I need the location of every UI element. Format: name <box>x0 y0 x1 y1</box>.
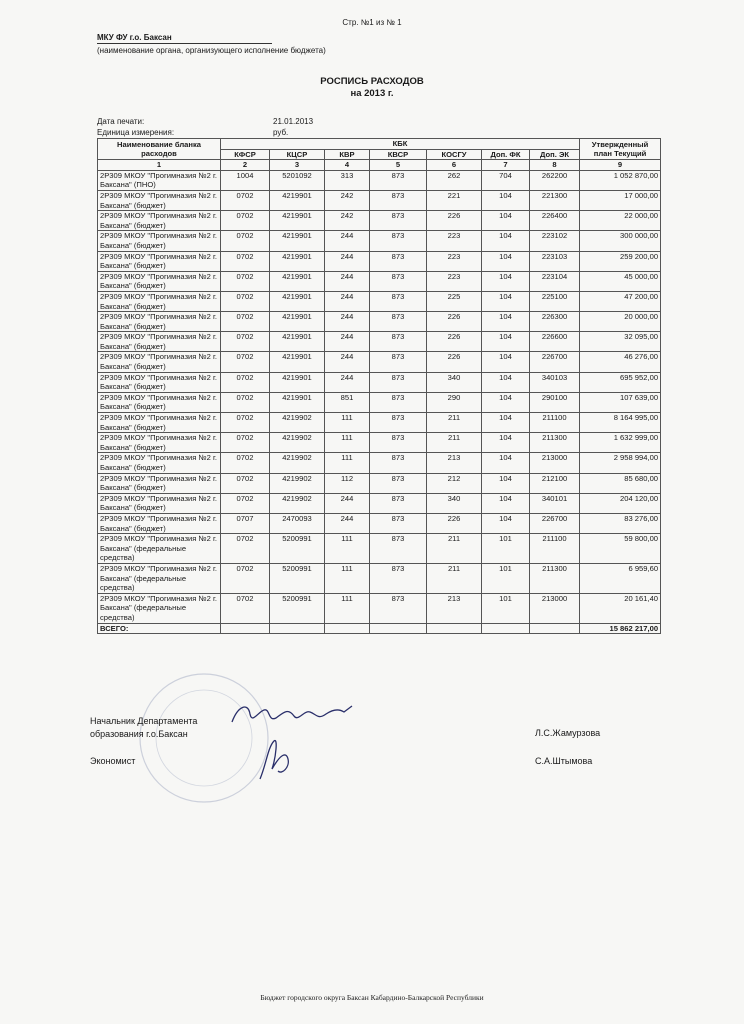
cell-kosgu: 223 <box>427 251 482 271</box>
cell-name: 2Р309 МКОУ "Прогимназия №2 г. Баксана" (бюджет) <box>98 251 221 271</box>
cell-kcsr: 4219901 <box>270 392 325 412</box>
economist-name: С.А.Штымова <box>535 756 593 766</box>
cell-name: 2Р309 МКОУ "Прогимназия №2 г. Баксана" (бюджет) <box>98 190 221 210</box>
cell-dopfk: 104 <box>482 271 530 291</box>
cell-kvr: 111 <box>325 413 370 433</box>
cell-kvsr: 873 <box>370 211 427 231</box>
head-name: Л.С.Жамурзова <box>535 728 601 738</box>
cell-dopfk: 104 <box>482 372 530 392</box>
cell-dopek: 226400 <box>530 211 580 231</box>
cell-amount: 695 952,00 <box>580 372 661 392</box>
cell-dopfk: 104 <box>482 513 530 533</box>
cell-kvr: 244 <box>325 352 370 372</box>
cell-kfsr: 0702 <box>221 352 270 372</box>
cell-amount: 300 000,00 <box>580 231 661 251</box>
cell-kosgu: 221 <box>427 190 482 210</box>
cell-kcsr: 4219902 <box>270 493 325 513</box>
cell-dopek: 211100 <box>530 413 580 433</box>
cell-dopek: 221300 <box>530 190 580 210</box>
cell-amount: 46 276,00 <box>580 352 661 372</box>
cell-kcsr: 4219901 <box>270 372 325 392</box>
table-row <box>98 251 661 271</box>
cell-kvsr: 873 <box>370 372 427 392</box>
cell-dopfk: 104 <box>482 190 530 210</box>
cell-amount: 83 276,00 <box>580 513 661 533</box>
cell-kcsr: 4219902 <box>270 413 325 433</box>
cell-kvr: 244 <box>325 493 370 513</box>
cell-dopfk: 101 <box>482 534 530 564</box>
cell-amount: 32 095,00 <box>580 332 661 352</box>
cell-kvr: 244 <box>325 513 370 533</box>
cell-kvr: 242 <box>325 211 370 231</box>
print-date-value: 21.01.2013 <box>273 117 314 126</box>
cell-name: 2Р309 МКОУ "Прогимназия №2 г. Баксана" (федеральные средства) <box>98 593 221 623</box>
header-kfsr: КФСР <box>221 149 270 160</box>
cell-amount: 47 200,00 <box>580 291 661 311</box>
header-number: 4 <box>325 160 370 171</box>
header-number: 9 <box>580 160 661 171</box>
cell-kvr: 111 <box>325 534 370 564</box>
cell-kfsr: 0702 <box>221 312 270 332</box>
cell-dopek: 213000 <box>530 453 580 473</box>
cell-dopfk: 704 <box>482 170 530 190</box>
cell-amount: 20 000,00 <box>580 312 661 332</box>
cell-name: 2Р309 МКОУ "Прогимназия №2 г. Баксана" (бюджет) <box>98 413 221 433</box>
cell-amount: 259 200,00 <box>580 251 661 271</box>
total-row <box>98 623 661 634</box>
cell-kcsr: 5201092 <box>270 170 325 190</box>
table-row <box>98 563 661 593</box>
header-name: Наименование бланка расходов <box>98 139 221 160</box>
cell-kvsr: 873 <box>370 413 427 433</box>
cell-name: 2Р309 МКОУ "Прогимназия №2 г. Баксана" (бюджет) <box>98 453 221 473</box>
cell-dopek: 340103 <box>530 372 580 392</box>
cell-kosgu: 340 <box>427 372 482 392</box>
table-row <box>98 473 661 493</box>
cell-dopek: 262200 <box>530 170 580 190</box>
cell-amount: 20 161,40 <box>580 593 661 623</box>
title-line-2: на 2013 г. <box>350 88 394 99</box>
cell-kosgu: 226 <box>427 211 482 231</box>
cell-kvsr: 873 <box>370 251 427 271</box>
cell-dopek: 223103 <box>530 251 580 271</box>
table-body <box>98 170 661 623</box>
cell-kosgu: 212 <box>427 473 482 493</box>
cell-name: 2Р309 МКОУ "Прогимназия №2 г. Баксана" (бюджет) <box>98 352 221 372</box>
cell-dopek: 226300 <box>530 312 580 332</box>
cell-dopfk: 104 <box>482 473 530 493</box>
cell-kcsr: 4219902 <box>270 473 325 493</box>
cell-name: 2Р309 МКОУ "Прогимназия №2 г. Баксана" (бюджет) <box>98 231 221 251</box>
table-row <box>98 433 661 453</box>
table-row <box>98 271 661 291</box>
cell-kcsr: 4219901 <box>270 211 325 231</box>
cell-name: 2Р309 МКОУ "Прогимназия №2 г. Баксана" (бюджет) <box>98 312 221 332</box>
cell-kfsr: 0702 <box>221 563 270 593</box>
cell-name: 2Р309 МКОУ "Прогимназия №2 г. Баксана" (бюджет) <box>98 473 221 493</box>
cell-kcsr: 5200991 <box>270 593 325 623</box>
cell-kfsr: 0702 <box>221 190 270 210</box>
cell-kfsr: 0702 <box>221 251 270 271</box>
cell-amount: 6 959,60 <box>580 563 661 593</box>
cell-kfsr: 0702 <box>221 291 270 311</box>
cell-kfsr: 0702 <box>221 453 270 473</box>
cell-dopfk: 104 <box>482 433 530 453</box>
head-title-line-1: Начальник Департамента <box>90 716 198 726</box>
cell-kcsr: 4219901 <box>270 291 325 311</box>
unit-label: Единица измерения: <box>97 128 175 137</box>
table-row <box>98 593 661 623</box>
cell-dopek: 290100 <box>530 392 580 412</box>
cell-kcsr: 4219902 <box>270 433 325 453</box>
cell-dopfk: 104 <box>482 231 530 251</box>
cell-kvsr: 873 <box>370 271 427 291</box>
cell-name: 2Р309 МКОУ "Прогимназия №2 г. Баксана" (бюджет) <box>98 493 221 513</box>
cell-name: 2Р309 МКОУ "Прогимназия №2 г. Баксана" (бюджет) <box>98 332 221 352</box>
table-row <box>98 312 661 332</box>
cell-dopek: 225100 <box>530 291 580 311</box>
cell-dopfk: 104 <box>482 352 530 372</box>
cell-dopek: 226700 <box>530 513 580 533</box>
economist-title: Экономист <box>90 756 136 766</box>
cell-kvr: 111 <box>325 453 370 473</box>
cell-kvsr: 873 <box>370 453 427 473</box>
table-row <box>98 392 661 412</box>
cell-dopfk: 101 <box>482 563 530 593</box>
cell-kcsr: 5200991 <box>270 534 325 564</box>
cell-kfsr: 0702 <box>221 372 270 392</box>
cell-dopfk: 104 <box>482 251 530 271</box>
cell-name: 2Р309 МКОУ "Прогимназия №2 г. Баксана" (бюджет) <box>98 392 221 412</box>
cell-dopek: 223102 <box>530 231 580 251</box>
cell-kvsr: 873 <box>370 332 427 352</box>
table-row <box>98 211 661 231</box>
header-number: 7 <box>482 160 530 171</box>
cell-name: 2Р309 МКОУ "Прогимназия №2 г. Баксана" (бюджет) <box>98 372 221 392</box>
cell-kvsr: 873 <box>370 433 427 453</box>
cell-kosgu: 211 <box>427 413 482 433</box>
table-row <box>98 170 661 190</box>
cell-dopek: 226700 <box>530 352 580 372</box>
cell-kvr: 244 <box>325 372 370 392</box>
cell-kosgu: 226 <box>427 352 482 372</box>
cell-dopek: 212100 <box>530 473 580 493</box>
cell-kfsr: 0707 <box>221 513 270 533</box>
cell-kvr: 244 <box>325 271 370 291</box>
footer-text: Бюджет городского округа Баксан Кабардино-Балкарской Республики <box>260 993 484 1002</box>
cell-kvsr: 873 <box>370 593 427 623</box>
table-row <box>98 291 661 311</box>
cell-kosgu: 213 <box>427 593 482 623</box>
cell-kfsr: 0702 <box>221 211 270 231</box>
cell-kfsr: 0702 <box>221 332 270 352</box>
unit-value: руб. <box>273 128 289 137</box>
cell-kfsr: 0702 <box>221 593 270 623</box>
cell-dopek: 211300 <box>530 433 580 453</box>
organization-underline <box>97 43 272 44</box>
table-row <box>98 513 661 533</box>
cell-kosgu: 290 <box>427 392 482 412</box>
cell-kosgu: 213 <box>427 453 482 473</box>
cell-kvsr: 873 <box>370 352 427 372</box>
cell-kfsr: 0702 <box>221 271 270 291</box>
title-line-1: РОСПИСЬ РАСХОДОВ <box>320 76 424 87</box>
table-row <box>98 231 661 251</box>
header-kosgu: КОСГУ <box>427 149 482 160</box>
cell-amount: 1 632 999,00 <box>580 433 661 453</box>
cell-kcsr: 4219901 <box>270 190 325 210</box>
cell-name: 2Р309 МКОУ "Прогимназия №2 г. Баксана" (федеральные средства) <box>98 563 221 593</box>
cell-kvr: 244 <box>325 251 370 271</box>
table-row <box>98 534 661 564</box>
cell-kfsr: 0702 <box>221 534 270 564</box>
cell-kfsr: 0702 <box>221 473 270 493</box>
table-row <box>98 372 661 392</box>
table-row <box>98 413 661 433</box>
header-kcsr: КЦСР <box>270 149 325 160</box>
cell-dopek: 340101 <box>530 493 580 513</box>
table-row <box>98 453 661 473</box>
organization-subtitle: (наименование органа, организующего исполнение бюджета) <box>97 46 326 55</box>
cell-dopek: 211300 <box>530 563 580 593</box>
cell-kfsr: 0702 <box>221 433 270 453</box>
cell-kvr: 851 <box>325 392 370 412</box>
cell-amount: 85 680,00 <box>580 473 661 493</box>
cell-name: 2Р309 МКОУ "Прогимназия №2 г. Баксана" (бюджет) <box>98 433 221 453</box>
cell-dopek: 226600 <box>530 332 580 352</box>
header-kvsr: КВСР <box>370 149 427 160</box>
cell-kfsr: 0702 <box>221 413 270 433</box>
signature-economist <box>252 735 302 785</box>
cell-kvr: 111 <box>325 433 370 453</box>
cell-dopek: 213000 <box>530 593 580 623</box>
cell-dopek: 211100 <box>530 534 580 564</box>
cell-kvr: 242 <box>325 190 370 210</box>
cell-name: 2Р309 МКОУ "Прогимназия №2 г. Баксана" (бюджет) <box>98 291 221 311</box>
cell-kvr: 244 <box>325 291 370 311</box>
cell-kvr: 112 <box>325 473 370 493</box>
cell-dopfk: 101 <box>482 593 530 623</box>
table-row <box>98 352 661 372</box>
cell-kfsr: 0702 <box>221 231 270 251</box>
cell-kosgu: 226 <box>427 312 482 332</box>
document-title <box>0 76 744 100</box>
cell-amount: 1 052 870,00 <box>580 170 661 190</box>
cell-kcsr: 4219902 <box>270 453 325 473</box>
header-dop-fk: Доп. ФК <box>482 149 530 160</box>
cell-kvsr: 873 <box>370 513 427 533</box>
cell-kvr: 313 <box>325 170 370 190</box>
cell-kvsr: 873 <box>370 231 427 251</box>
head-title-line-2: образования г.о.Баксан <box>90 729 188 739</box>
cell-kvsr: 873 <box>370 563 427 593</box>
cell-kosgu: 211 <box>427 433 482 453</box>
cell-kcsr: 5200991 <box>270 563 325 593</box>
cell-kosgu: 226 <box>427 332 482 352</box>
cell-kvr: 244 <box>325 231 370 251</box>
print-date-label: Дата печати: <box>97 117 145 126</box>
cell-amount: 17 000,00 <box>580 190 661 210</box>
cell-dopfk: 104 <box>482 312 530 332</box>
cell-kcsr: 4219901 <box>270 312 325 332</box>
cell-amount: 8 164 995,00 <box>580 413 661 433</box>
cell-dopfk: 104 <box>482 413 530 433</box>
cell-amount: 204 120,00 <box>580 493 661 513</box>
cell-kvsr: 873 <box>370 291 427 311</box>
cell-dopfk: 104 <box>482 453 530 473</box>
cell-name: 2Р309 МКОУ "Прогимназия №2 г. Баксана" (бюджет) <box>98 211 221 231</box>
cell-kcsr: 4219901 <box>270 332 325 352</box>
cell-kvsr: 873 <box>370 473 427 493</box>
cell-kvr: 111 <box>325 593 370 623</box>
table-row <box>98 493 661 513</box>
cell-kcsr: 4219901 <box>270 251 325 271</box>
cell-kvsr: 873 <box>370 392 427 412</box>
cell-kosgu: 211 <box>427 563 482 593</box>
header-kvr: КВР <box>325 149 370 160</box>
table-row <box>98 332 661 352</box>
cell-kcsr: 4219901 <box>270 231 325 251</box>
cell-kosgu: 226 <box>427 513 482 533</box>
cell-kvr: 111 <box>325 563 370 593</box>
cell-kfsr: 0702 <box>221 493 270 513</box>
cell-kosgu: 223 <box>427 231 482 251</box>
expense-table <box>97 138 661 634</box>
cell-kcsr: 4219901 <box>270 352 325 372</box>
header-number: 2 <box>221 160 270 171</box>
cell-dopfk: 104 <box>482 392 530 412</box>
cell-kosgu: 211 <box>427 534 482 564</box>
header-kbk: КБК <box>221 139 580 150</box>
cell-name: 2Р309 МКОУ "Прогимназия №2 г. Баксана" (бюджет) <box>98 513 221 533</box>
cell-kosgu: 223 <box>427 271 482 291</box>
header-approved: Утвержденный план Текущий <box>580 139 661 160</box>
cell-kosgu: 340 <box>427 493 482 513</box>
cell-amount: 107 639,00 <box>580 392 661 412</box>
cell-kfsr: 0702 <box>221 392 270 412</box>
cell-amount: 2 958 994,00 <box>580 453 661 473</box>
cell-dopfk: 104 <box>482 332 530 352</box>
cell-kosgu: 262 <box>427 170 482 190</box>
cell-dopfk: 104 <box>482 291 530 311</box>
cell-name: 2Р309 МКОУ "Прогимназия №2 г. Баксана" (ПНО) <box>98 170 221 190</box>
header-number: 5 <box>370 160 427 171</box>
header-number: 3 <box>270 160 325 171</box>
total-amount: 15 862 217,00 <box>580 623 661 634</box>
cell-kvr: 244 <box>325 312 370 332</box>
organization-name: МКУ ФУ г.о. Баксан <box>97 33 172 42</box>
cell-kfsr: 1004 <box>221 170 270 190</box>
header-dop-ek: Доп. ЭК <box>530 149 580 160</box>
cell-kcsr: 4219901 <box>270 271 325 291</box>
cell-dopfk: 104 <box>482 493 530 513</box>
cell-amount: 22 000,00 <box>580 211 661 231</box>
header-number: 6 <box>427 160 482 171</box>
header-number: 1 <box>98 160 221 171</box>
cell-amount: 45 000,00 <box>580 271 661 291</box>
cell-name: 2Р309 МКОУ "Прогимназия №2 г. Баксана" (бюджет) <box>98 271 221 291</box>
total-label: ВСЕГО: <box>98 623 221 634</box>
cell-dopek: 223104 <box>530 271 580 291</box>
table-row <box>98 190 661 210</box>
cell-kvsr: 873 <box>370 312 427 332</box>
signature-head <box>228 700 368 730</box>
cell-name: 2Р309 МКОУ "Прогимназия №2 г. Баксана" (федеральные средства) <box>98 534 221 564</box>
cell-kvsr: 873 <box>370 190 427 210</box>
cell-kvsr: 873 <box>370 534 427 564</box>
page-number: Стр. №1 из № 1 <box>342 18 402 27</box>
cell-dopfk: 104 <box>482 211 530 231</box>
header-number: 8 <box>530 160 580 171</box>
cell-kosgu: 225 <box>427 291 482 311</box>
cell-kvr: 244 <box>325 332 370 352</box>
cell-kvsr: 873 <box>370 170 427 190</box>
cell-kcsr: 2470093 <box>270 513 325 533</box>
cell-kvsr: 873 <box>370 493 427 513</box>
cell-amount: 59 800,00 <box>580 534 661 564</box>
